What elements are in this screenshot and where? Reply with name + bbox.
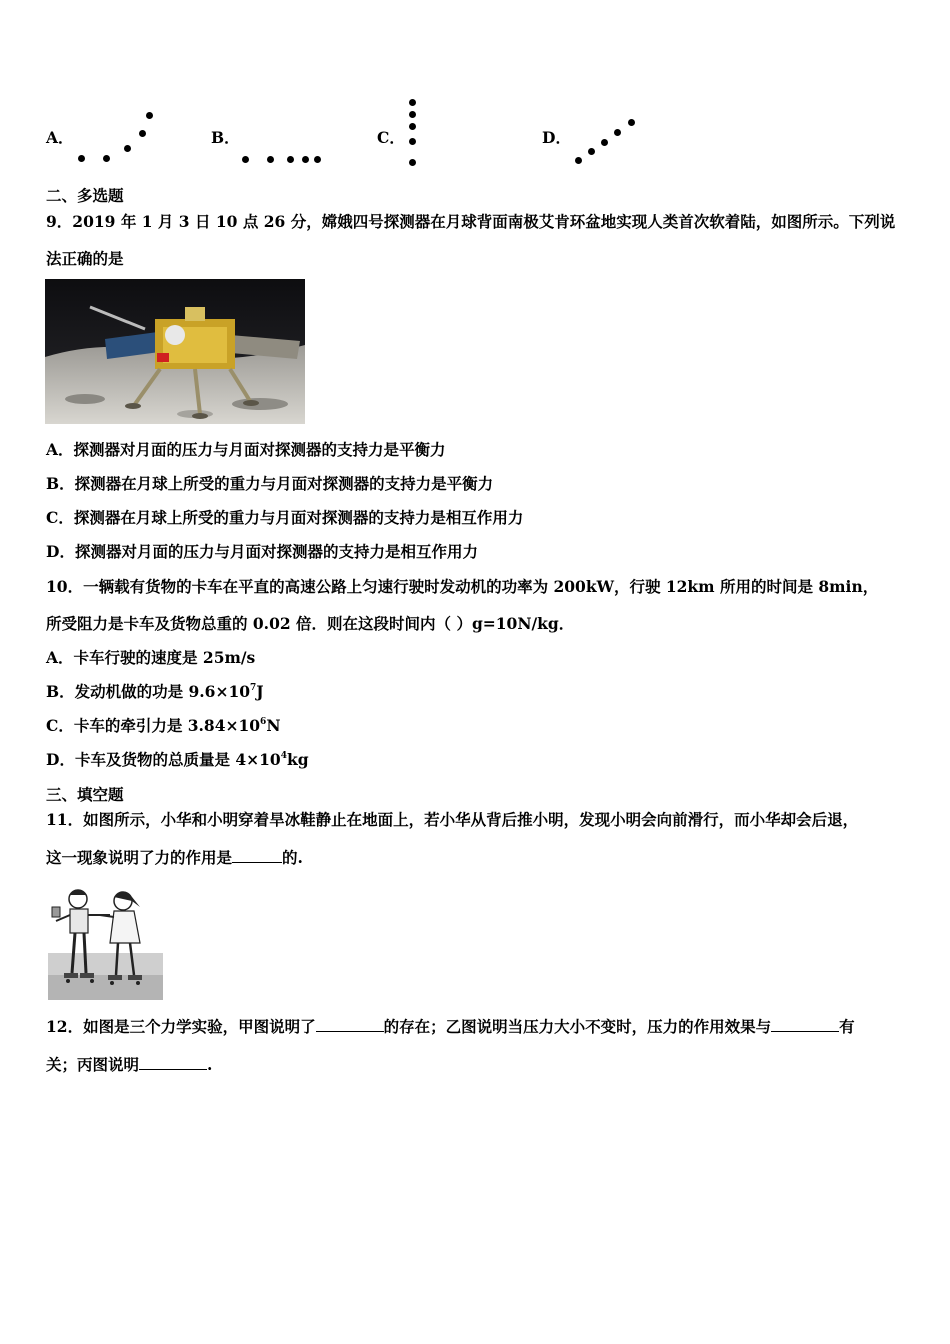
q9-stem-line2: 法正确的是: [46, 249, 124, 268]
q10-option-b-text: B．发动机做的功是 9.6×10: [46, 682, 251, 701]
q10-option-d[interactable]: [46, 750, 309, 770]
q12-stem-line1-b: 的存在；乙图说明当压力大小不变时，压力的作用效果与: [383, 1017, 772, 1036]
q9-stem-line1: 9．2019 年 1 月 3 日 10 点 26 分，嫦娥四号探测器在月球背面南极艾肯环盆地实现人类首次软着陆，如图所示。下列说: [46, 212, 896, 231]
q9-option-a[interactable]: A．探测器对月面的压力与月面对探测器的支持力是平衡力: [46, 440, 446, 459]
q12-stem-line2-a: 关；丙图说明: [46, 1055, 140, 1074]
lunar-lander-photo: [45, 279, 305, 424]
q9-option-c[interactable]: C．探测器在月球上所受的重力与月面对探测器的支持力是相互作用力: [46, 508, 524, 527]
q8-option-b-label[interactable]: B．: [211, 128, 240, 147]
q11-stem-line1: 11．如图所示，小华和小明穿着旱冰鞋静止在地面上，若小华从背后推小明，发现小明会向前滑行，而小华却会后退，: [46, 810, 859, 829]
q10-option-d-exponent: 4: [280, 751, 287, 761]
q11-stem-line2-text: 这一现象说明了力的作用是: [46, 848, 233, 867]
q10-option-d-text: D．卡车及货物的总质量是 4×10: [46, 750, 281, 769]
skating-kids-illustration: [48, 885, 163, 1000]
q8-option-a-label[interactable]: A．: [46, 128, 74, 147]
section-title-fill-blank: 三、填空题: [46, 785, 124, 804]
q12-answer-blank-2[interactable]: [771, 1016, 839, 1032]
q9-option-d[interactable]: D．探测器对月面的压力与月面对探测器的支持力是相互作用力: [46, 542, 478, 561]
q9-option-b[interactable]: B．探测器在月球上所受的重力与月面对探测器的支持力是平衡力: [46, 474, 494, 493]
q10-option-b-exponent: 7: [250, 683, 257, 693]
q10-option-b[interactable]: [46, 682, 264, 702]
q12-stem-line1: [46, 1016, 855, 1037]
q11-answer-blank[interactable]: [232, 847, 282, 863]
q11-stem-line2: [46, 847, 303, 868]
q12-stem-line2: [46, 1054, 212, 1075]
q10-stem-line2: 所受阻力是卡车及货物总重的 0.02 倍．则在这段时间内（ ）g=10N/kg．: [46, 614, 575, 633]
q12-stem-line1-c: 有: [839, 1017, 855, 1036]
q10-option-c[interactable]: [46, 716, 280, 736]
q12-answer-blank-3[interactable]: [139, 1054, 207, 1070]
q12-stem-line1-a: 12．如图是三个力学实验，甲图说明了: [46, 1017, 316, 1036]
q8-option-c-label[interactable]: C．: [377, 128, 405, 147]
q8-option-d-label[interactable]: D．: [542, 128, 571, 147]
q10-option-d-unit: kg: [286, 750, 309, 769]
q10-option-b-unit: J: [256, 682, 264, 701]
q10-option-c-exponent: 6: [260, 717, 267, 727]
q12-stem-line2-b: .: [207, 1055, 213, 1074]
q10-option-c-text: C．卡车的牵引力是 3.84×10: [46, 716, 261, 735]
q10-option-a[interactable]: A．卡车行驶的速度是 25m/s: [46, 648, 256, 667]
q10-stem-line1: 10．一辆载有货物的卡车在平直的高速公路上匀速行驶时发动机的功率为 200kW，行驶 12km 所用的时间是 8min，: [46, 577, 879, 596]
section-title-multiple-choice: 二、多选题: [46, 186, 124, 205]
q10-option-c-unit: N: [266, 716, 281, 735]
q12-answer-blank-1[interactable]: [316, 1016, 384, 1032]
q11-stem-line2-end: 的.: [282, 848, 303, 867]
